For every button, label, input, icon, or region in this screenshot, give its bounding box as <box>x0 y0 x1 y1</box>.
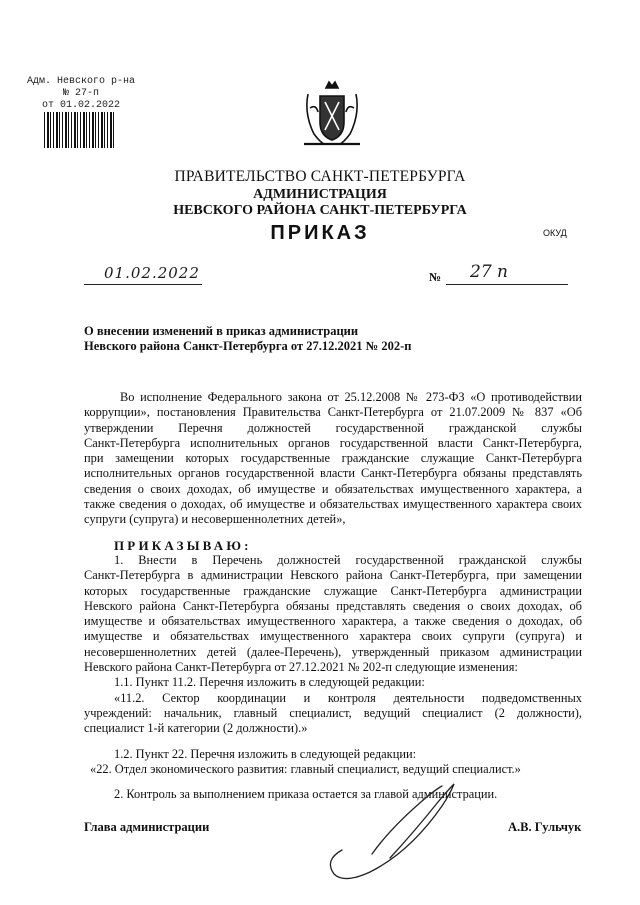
subject-line-2: Невского района Санкт-Петербурга от 27.12.2021 № 202-п <box>84 339 412 353</box>
okud-label: ОКУД <box>543 228 567 238</box>
item-1-line: имуществе и обязательствах имущественного характера, а также сведения о доходах, об <box>84 614 582 629</box>
item-1-1-text: учреждений: начальник, главный специалист, ведущий специалист (2 должности), <box>84 705 582 720</box>
item-1-line: Санкт-Петербурга в администрации Невского района Санкт-Петербурга, при замещении <box>84 568 582 583</box>
signature-name: А.В. Гульчук <box>508 820 582 834</box>
document-type: ПРИКАЗ <box>270 222 370 244</box>
order-heading: ПРИКАЗЫВАЮ: <box>114 537 252 553</box>
document-date: 01.02.2022 <box>104 264 200 282</box>
item-1-2: 1.2. Пункт 22. Перечня изложить в следующей редакции: <box>114 746 417 761</box>
document-number: 27 п <box>470 262 508 282</box>
stamp-line-3: от 01.02.2022 <box>41 100 120 111</box>
government-title: ПРАВИТЕЛЬСТВО САНКТ-ПЕТЕРБУРГА <box>174 168 466 185</box>
preamble-line: утверждении Перечня должностей государственной гражданской службы <box>84 420 582 435</box>
preamble-line: супруги (супруга) и несовершеннолетних детей», <box>84 512 346 527</box>
item-1-1-text: специалист 1-й категории (2 должности).» <box>84 721 308 736</box>
preamble-line: коррупции», постановления Правительства Санкт-Петербурга от 21.07.2009 № 837 «Об <box>84 405 582 420</box>
number-underline <box>446 284 568 285</box>
item-1-line: Невского района Санкт-Петербурга обязаны представлять сведения о своих доходах, об <box>84 598 582 613</box>
preamble-line: Санкт-Петербурга исполнительных органов государственной власти Санкт-Петербурга, <box>84 435 582 450</box>
number-sign: № <box>429 270 442 284</box>
stamp-line-1: Адм. Невского р-на <box>26 76 136 87</box>
item-1-line: Невского района Санкт-Петербурга от 27.12.2021 № 202-п следующие изменения: <box>84 660 518 675</box>
item-1-1-text: «11.2. Сектор координации и контроля деятельности подведомственных <box>114 690 582 705</box>
handwritten-signature <box>312 776 472 886</box>
coat-of-arms-icon <box>300 78 364 152</box>
document-subject <box>84 324 411 354</box>
preamble-line: Во исполнение Федерального закона от 25.12.2008 № 273-ФЗ «О противодействии <box>120 390 582 404</box>
item-1-line: которых государственные гражданские служащие Санкт-Петербурга администрации <box>84 583 582 598</box>
preamble-line: также сведения о доходах, об имуществе и обязательствах имущественного характера своих <box>84 497 582 512</box>
district-title: НЕВСКОГО РАЙОНА САНКТ-ПЕТЕРБУРГА <box>173 203 467 218</box>
preamble-line: исполнительных органов государственной власти Санкт-Петербурга обязаны представлять <box>84 466 582 481</box>
subject-line-1: О внесении изменений в приказ администрации <box>84 324 359 338</box>
administration-title: АДМИНИСТРАЦИЯ <box>253 187 387 202</box>
item-1-line: имуществе и обязательствах имущественного характера своих супруги (супруга) и <box>84 629 582 644</box>
date-underline <box>84 284 202 285</box>
preamble-line: сведения о своих доходах, об имуществе и обязательствах имущественного характера, а <box>84 481 582 496</box>
barcode <box>44 112 114 148</box>
signature-position: Глава администрации <box>84 820 210 834</box>
item-1-line: несовершеннолетних детей (далее-Перечень), утвержденный приказом администрации <box>84 644 582 659</box>
item-1-1: 1.1. Пункт 11.2. Перечня изложить в следующей редакции: <box>114 675 425 690</box>
document-body <box>84 390 582 802</box>
item-1-line: 1. Внести в Перечень должностей государственной гражданской службы <box>114 552 582 567</box>
item-2: 2. Контроль за выполнением приказа остается за главой администрации. <box>114 787 498 802</box>
item-1-2-text: «22. Отдел экономического развития: главный специалист, ведущий специалист.» <box>90 761 521 776</box>
stamp-line-2: № 27-п <box>62 88 99 99</box>
preamble-line: при замещении которых государственные гражданские служащие Санкт-Петербурга <box>84 451 582 466</box>
registration-stamp <box>26 76 136 112</box>
